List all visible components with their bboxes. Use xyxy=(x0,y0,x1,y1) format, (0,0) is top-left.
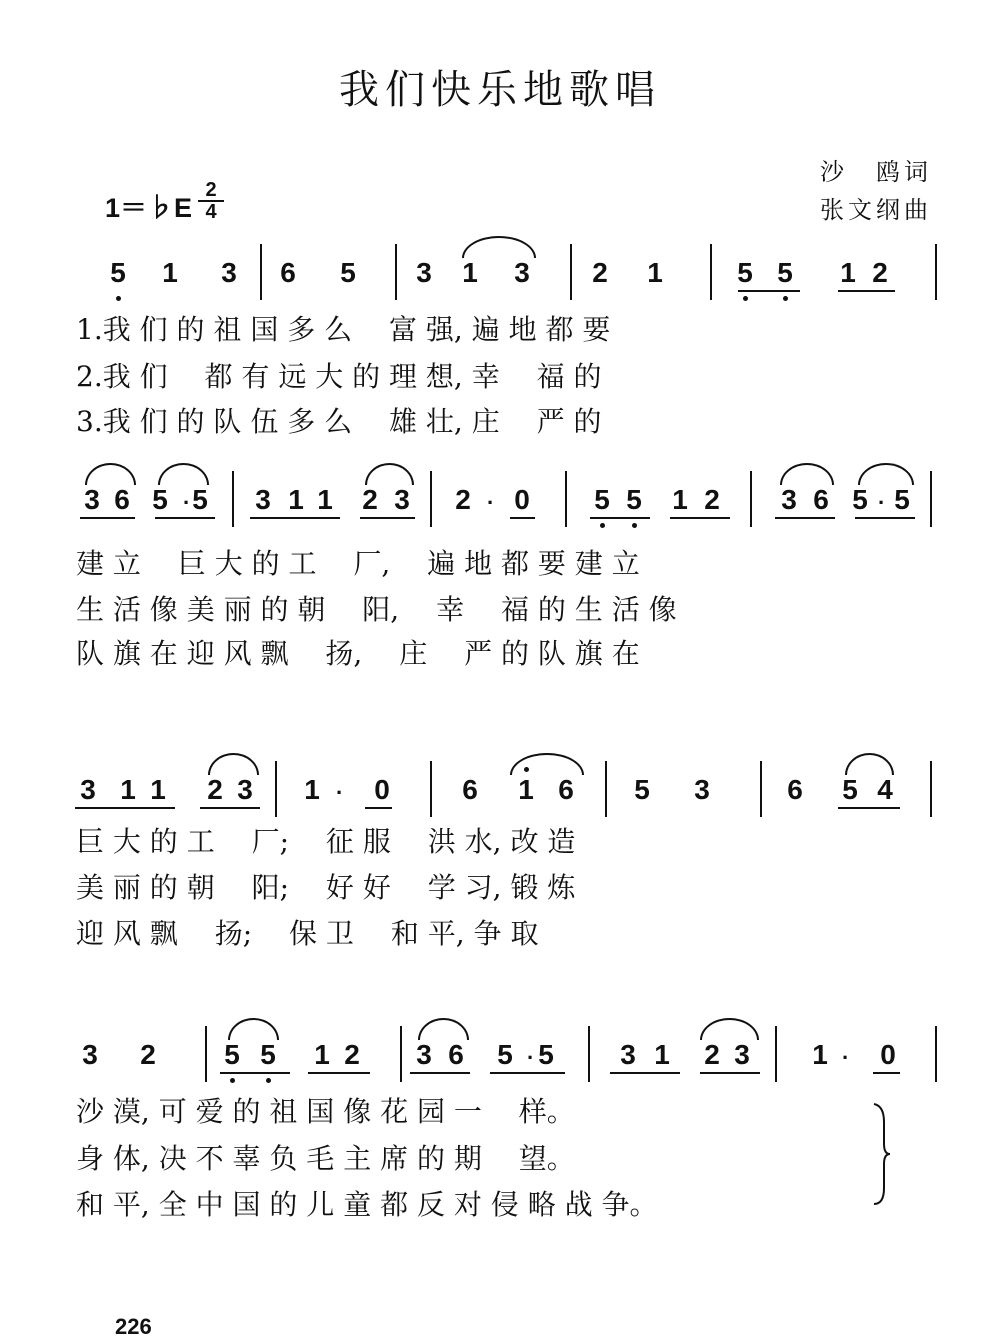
note: 3 xyxy=(416,1039,432,1070)
note: 2 xyxy=(704,484,720,515)
barline xyxy=(750,471,752,527)
barline xyxy=(430,761,432,817)
note: 1 xyxy=(162,257,178,288)
note: 5 xyxy=(219,1040,245,1070)
note: 2 xyxy=(140,1039,156,1070)
note: 3 xyxy=(734,1039,750,1070)
barline xyxy=(935,244,937,300)
beam-underline xyxy=(873,1072,900,1074)
note: 3 xyxy=(694,774,710,805)
song-title: 我们快乐地歌唱 xyxy=(339,67,661,113)
barline xyxy=(588,1026,590,1082)
note: 4 xyxy=(877,774,893,805)
key-signature: 1＝♭E xyxy=(105,193,193,223)
note: 0 xyxy=(880,1039,896,1070)
beam-underline xyxy=(775,517,835,519)
note: 1 xyxy=(288,484,304,515)
beam-underline xyxy=(838,807,900,809)
note: 5 xyxy=(340,257,356,288)
note: 1 xyxy=(812,1039,828,1070)
note: 5 xyxy=(105,258,131,288)
note: 1 xyxy=(840,257,856,288)
note: 6 xyxy=(114,484,130,515)
note: 6 xyxy=(787,774,803,805)
augmentation-dot: · xyxy=(336,780,344,805)
augmentation-dot: · xyxy=(183,490,191,515)
beam-underline xyxy=(115,807,175,809)
slur xyxy=(462,236,536,258)
note: 5 xyxy=(255,1040,281,1070)
lyric-line: 2.我 们 都 有 远 大 的 理 想, 幸 福 的 xyxy=(76,360,602,393)
beam-underline xyxy=(590,517,650,519)
beam-underline xyxy=(490,1072,565,1074)
slur xyxy=(85,463,136,485)
augmentation-dot: · xyxy=(487,490,495,515)
barline xyxy=(930,471,932,527)
note: 2 xyxy=(207,774,223,805)
barline xyxy=(570,244,572,300)
meter-bottom: 4 xyxy=(205,201,217,223)
note: 2 xyxy=(592,257,608,288)
note: 1 xyxy=(672,484,688,515)
slur xyxy=(845,753,894,775)
lyric-line: 迎 风 飘 扬; 保 卫 和 平, 争 取 xyxy=(76,917,539,950)
note: 3 xyxy=(514,257,530,288)
composer-credit: 张文纲曲 xyxy=(820,196,932,224)
note: 3 xyxy=(394,484,410,515)
note: 3 xyxy=(237,774,253,805)
beam-underline xyxy=(285,517,340,519)
note: 6 xyxy=(813,484,829,515)
note: 3 xyxy=(82,1039,98,1070)
note: 5 xyxy=(152,484,168,515)
barline xyxy=(710,244,712,300)
note: 5 xyxy=(589,485,615,515)
note: 3 xyxy=(416,257,432,288)
barline xyxy=(775,1026,777,1082)
barline xyxy=(565,471,567,527)
slur xyxy=(780,463,834,485)
beam-underline xyxy=(365,807,392,809)
beam-underline xyxy=(838,290,895,292)
beam-underline xyxy=(610,1072,680,1074)
beam-underline xyxy=(670,517,730,519)
note: 5 xyxy=(497,1039,513,1070)
lyric-line: 沙 漠, 可 爱 的 祖 国 像 花 园 一 样。 xyxy=(76,1095,575,1128)
beam-underline xyxy=(155,517,215,519)
note: 6 xyxy=(558,774,574,805)
slur xyxy=(858,463,914,485)
note: 5 xyxy=(634,774,650,805)
note: 5 xyxy=(732,258,758,288)
slur xyxy=(700,1018,759,1040)
beam-underline xyxy=(80,517,135,519)
lyric-line: 巨 大 的 工 厂; 征 服 洪 水, 改 造 xyxy=(76,825,576,858)
note: 1 xyxy=(462,257,478,288)
note: 5 xyxy=(852,484,868,515)
meter-top: 2 xyxy=(198,180,224,202)
note: 3 xyxy=(255,484,271,515)
slur xyxy=(208,753,259,775)
time-signature xyxy=(198,180,224,222)
barline xyxy=(232,471,234,527)
beam-underline xyxy=(200,807,260,809)
slur xyxy=(365,463,414,485)
augmentation-dot: · xyxy=(527,1045,535,1070)
note: 6 xyxy=(448,1039,464,1070)
lyric-line: 3.我 们 的 队 伍 多 么 雄 壮, 庄 严 的 xyxy=(76,405,602,438)
note: 3 xyxy=(80,774,96,805)
note: 2 xyxy=(704,1039,720,1070)
note: 2 xyxy=(362,484,378,515)
lyric-line: 队 旗 在 迎 风 飘 扬, 庄 严 的 队 旗 在 xyxy=(76,637,640,670)
lyric-line: 建 立 巨 大 的 工 厂, 遍 地 都 要 建 立 xyxy=(76,547,640,580)
note: 3 xyxy=(221,257,237,288)
note: 1 xyxy=(647,257,663,288)
augmentation-dot: · xyxy=(842,1045,850,1070)
lyricist-credit: 沙 鸥词 xyxy=(820,158,932,186)
barline xyxy=(260,244,262,300)
barline xyxy=(935,1026,937,1082)
augmentation-dot: · xyxy=(878,490,886,515)
barline xyxy=(395,244,397,300)
note: 2 xyxy=(344,1039,360,1070)
lyric-line: 和 平, 全 中 国 的 儿 童 都 反 对 侵 略 战 争。 xyxy=(76,1188,658,1221)
beam-underline xyxy=(510,517,535,519)
slur xyxy=(228,1018,279,1040)
note: 1 xyxy=(150,774,166,805)
note: 5 xyxy=(842,774,858,805)
note: 5 xyxy=(894,484,910,515)
note: 2 xyxy=(872,257,888,288)
beam-underline xyxy=(220,1072,290,1074)
note: 6 xyxy=(280,257,296,288)
note: 1 xyxy=(314,1039,330,1070)
note: 5 xyxy=(621,485,647,515)
lyric-line: 美 丽 的 朝 阳; 好 好 学 习, 锻 炼 xyxy=(76,871,576,904)
note: 3 xyxy=(620,1039,636,1070)
verse-brace xyxy=(872,1102,892,1206)
note: 1 xyxy=(513,775,539,805)
beam-underline xyxy=(308,1072,370,1074)
note: 5 xyxy=(772,258,798,288)
barline xyxy=(430,471,432,527)
barline xyxy=(930,761,932,817)
beam-underline xyxy=(738,290,800,292)
barline xyxy=(760,761,762,817)
note: 5 xyxy=(192,484,208,515)
barline xyxy=(605,761,607,817)
barline xyxy=(205,1026,207,1082)
beam-underline xyxy=(855,517,915,519)
note: 1 xyxy=(120,774,136,805)
lyric-line: 生 活 像 美 丽 的 朝 阳, 幸 福 的 生 活 像 xyxy=(76,593,677,626)
note: 5 xyxy=(538,1039,554,1070)
slur xyxy=(510,753,584,775)
page-number: 226 xyxy=(115,1314,152,1339)
note: 3 xyxy=(781,484,797,515)
beam-underline xyxy=(700,1072,760,1074)
beam-underline xyxy=(360,517,415,519)
slur xyxy=(158,463,209,485)
lyric-line: 身 体, 决 不 辜 负 毛 主 席 的 期 望。 xyxy=(76,1142,575,1175)
beam-underline xyxy=(410,1072,470,1074)
note: 6 xyxy=(462,774,478,805)
note: 1 xyxy=(317,484,333,515)
barline xyxy=(275,761,277,817)
note: 3 xyxy=(84,484,100,515)
note: 0 xyxy=(514,484,530,515)
note: 1 xyxy=(304,774,320,805)
slur xyxy=(418,1018,469,1040)
barline xyxy=(400,1026,402,1082)
lyric-line: 1.我 们 的 祖 国 多 么 富 强, 遍 地 都 要 xyxy=(76,313,611,346)
note: 2 xyxy=(455,484,471,515)
note: 0 xyxy=(374,774,390,805)
note: 1 xyxy=(654,1039,670,1070)
